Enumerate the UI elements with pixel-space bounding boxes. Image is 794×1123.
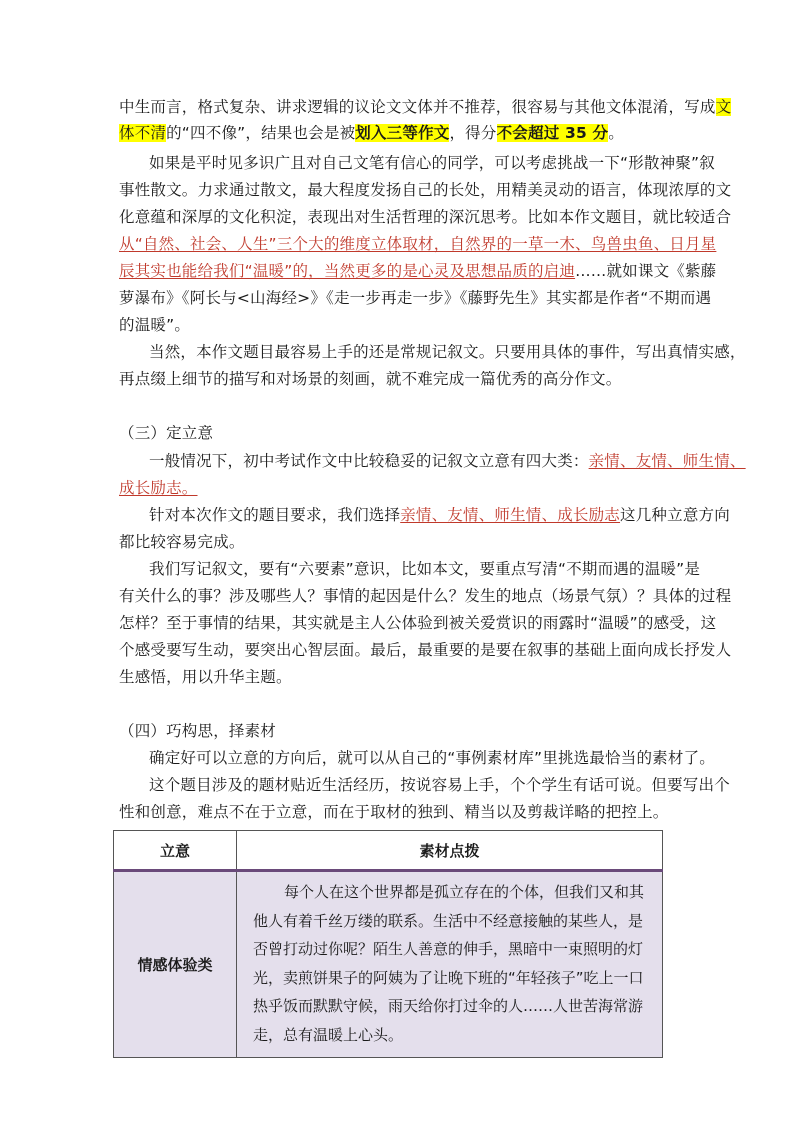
section-heading: （三）定立意 (119, 424, 214, 442)
row-material-text: 每个人在这个世界都是孤立存在的个体，但我们又和其他人有着千丝万缕的联系。生活中不经意接触的某些人，是否曾打动过你呢？陌生人善意的伸手，黑暗中一束照明的灯光，卖煎饼果子的阿姨为了让晚下班的“年轻孩子”吃上一口热乎饭而默默守候，雨天给你打过伞的人……人世苦海常游走，总有温暖上心头。 (237, 871, 663, 1058)
text-line: 性和创意，难点不在于立意，而在于取材的独到、精当以及剪裁详略的把控上。 (119, 803, 669, 821)
text-line: 当然，本作文题目最容易上手的还是常规记叙文。只要用具体的事件，写出真情实感， (149, 343, 746, 361)
text-line: 化意蕴和深厚的文化积淀，表现出对生活哲理的深沉思考。比如本作文题目，就比较适合 (119, 208, 732, 226)
row-category: 情感体验类 (114, 871, 237, 1058)
text-line: 一般情况下，初中考试作文中比较稳妥的记叙文立意有四大类：亲情、友情、师生情、 (149, 452, 746, 470)
text-line: 生感悟，用以升华主题。 (119, 668, 292, 686)
text-line: 都比较容易完成。 (119, 533, 245, 551)
text-line: 我们写记叙文，要有“六要素”意识，比如本文，要重点写清“不期而遇的温暖”是 (149, 560, 701, 578)
text-line: 有关什么的事？涉及哪些人？事情的起因是什么？发生的地点（场景气氛）？具体的过程 (119, 587, 732, 605)
text-line: 事性散文。力求通过散文，最大程度发扬自己的长处，用精美灵动的语言，体现浓厚的文 (119, 181, 732, 199)
section-heading: （四）巧构思，择素材 (119, 722, 277, 740)
text-line: 怎样？至于事情的结果，其实就是主人公体验到被关爱赏识的雨露时“温暖”的感受，这 (119, 614, 717, 632)
text-line: 辰其实也能给我们“温暖”的，当然更多的是心灵及思想品质的启迪……就如课文《紫藤 (119, 262, 717, 280)
text-line: 确定好可以立意的方向后，就可以从自己的“事例素材库”里挑选最恰当的素材了。 (149, 749, 715, 767)
text-line: 体不清的“四不像”，结果也会是被划入三等作文，得分不会超过 35 分。 (119, 124, 624, 142)
text-line: 中生而言，格式复杂、讲求逻辑的议论文文体并不推荐，很容易与其他文体混淆，写成文 (119, 98, 732, 116)
text-line: 的温暖”。 (119, 316, 191, 334)
highlighted-text-line: 成长励志。 (119, 479, 198, 497)
text-line: 这个题目涉及的题材贴近生活经历，按说容易上手，个个学生有话可说。但要写出个 (149, 776, 730, 794)
column-header-material: 素材点拨 (237, 831, 663, 871)
text-line: 针对本次作文的题目要求，我们选择亲情、友情、师生情、成长励志这几种立意方向 (149, 506, 730, 524)
table-row (114, 871, 663, 1058)
column-header-theme: 立意 (114, 831, 237, 871)
text-line: 再点缀上细节的描写和对场景的刻画，就不难完成一篇优秀的高分作文。 (119, 370, 622, 388)
text-line: 个感受要写生动，要突出心智层面。最后，最重要的是要在叙事的基础上面向成长抒发人 (119, 641, 732, 659)
text-line: 如果是平时见多识广且对自己文笔有信心的同学，可以考虑挑战一下“形散神聚”叙 (149, 154, 715, 172)
table-header-row (114, 831, 663, 871)
text-line: 萝瀑布》《阿长与<山海经>》《走一步再走一步》《藤野先生》其实都是作者“不期而遇 (119, 289, 712, 307)
highlighted-text-line: 从“自然、社会、人生”三个大的维度立体取材，自然界的一草一木、鸟兽虫鱼、日月星 (119, 235, 717, 253)
material-table (113, 830, 663, 1058)
